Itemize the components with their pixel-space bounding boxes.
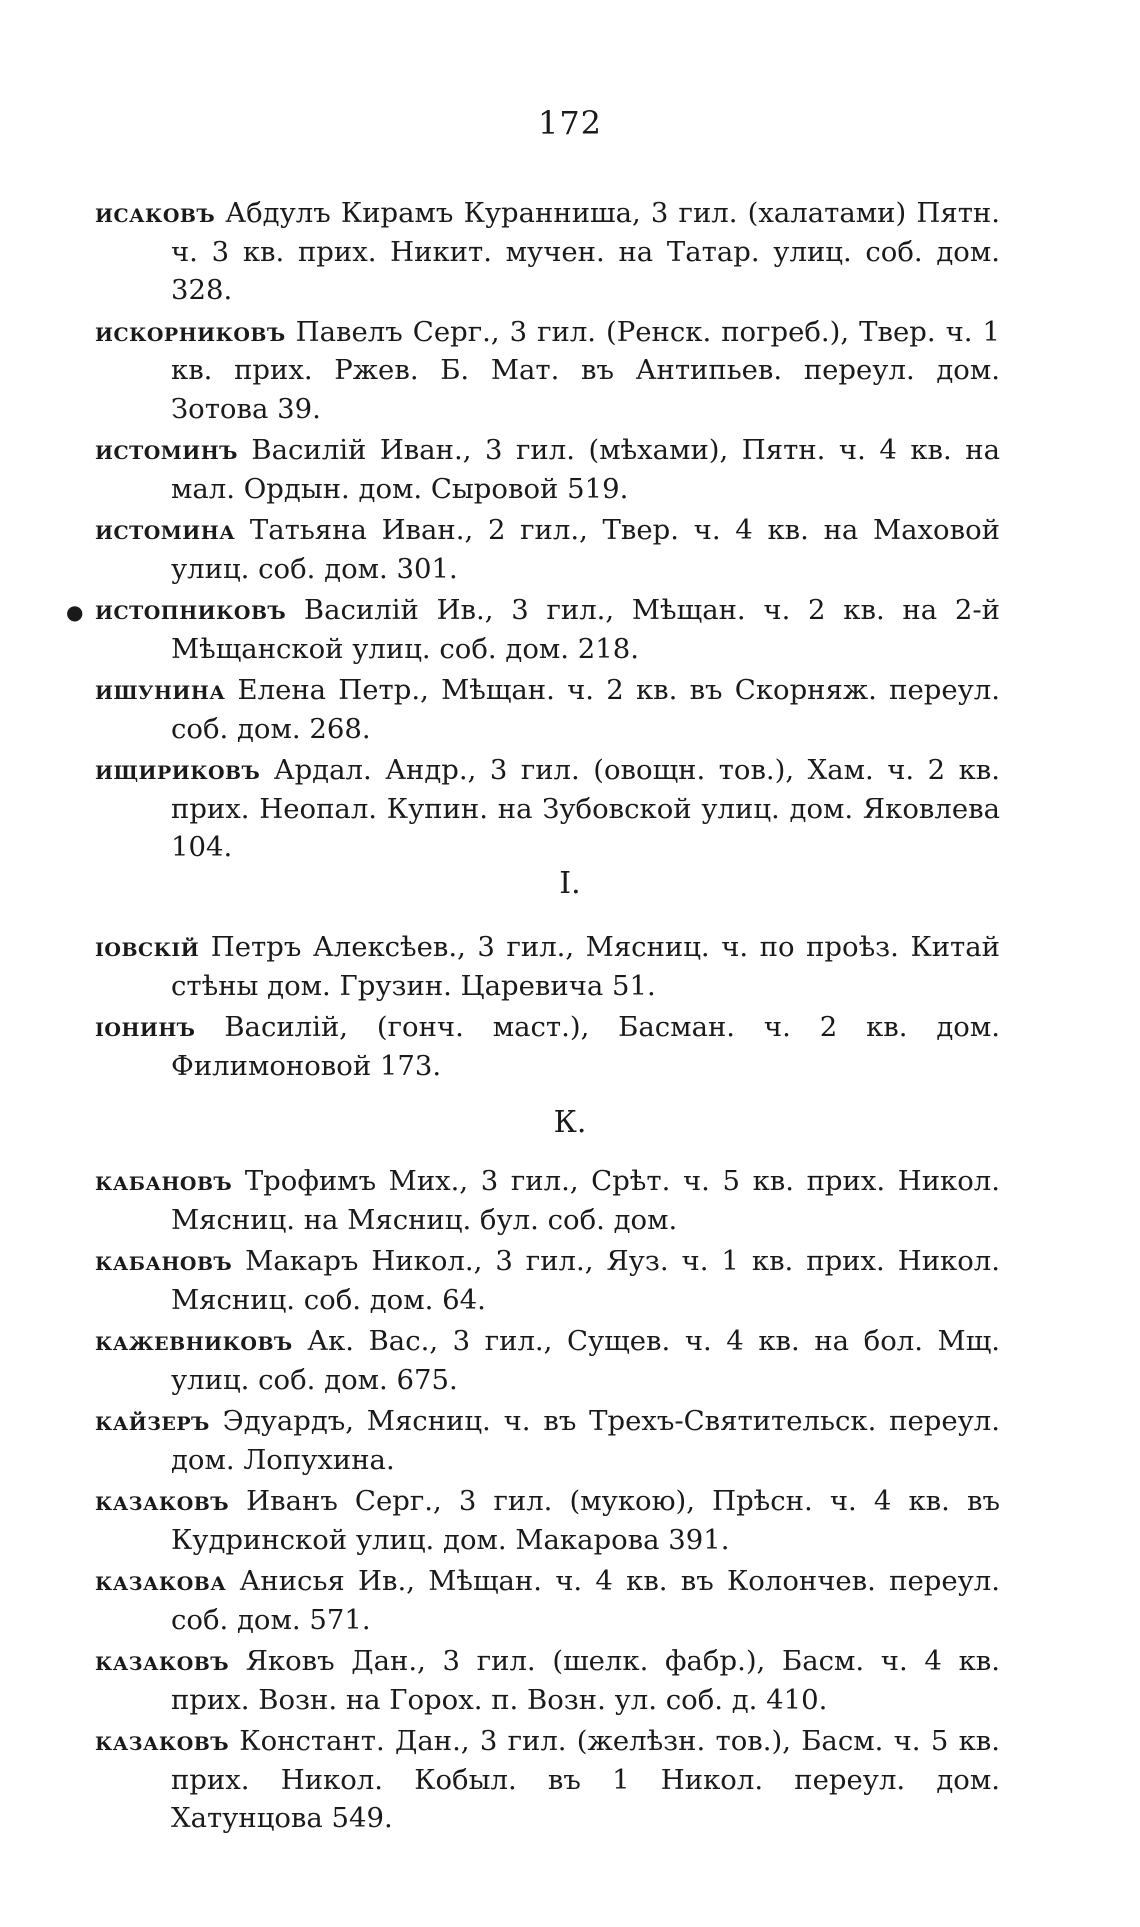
entry-details: Анисья Ив., Мѣщан. ч. 4 кв. въ Колончев. переул. соб. дом. 571. [171,1565,1000,1636]
entry-details: Эдуардъ, Мясниц. ч. въ Трехъ-Святительск. переул. дом. Лопухина. [171,1405,1000,1476]
entry-surname: истоминъ [95,434,238,466]
entry-details: Иванъ Серг., 3 гил. (мукою), Прѣсн. ч. 4 кв. въ Кудринской улиц. дом. Макарова 391. [171,1485,1000,1556]
entry-details: Василій Ив., 3 гил., Мѣщан. ч. 2 кв. на 2-й Мѣщанской улиц. соб. дом. 218. [171,594,1000,665]
directory-entry [95,1562,1000,1639]
directory-entry [95,511,1000,588]
entry-surname: іонинъ [95,1011,196,1043]
entry-surname: казаковъ [95,1725,230,1757]
entry-surname: казаковъ [95,1645,230,1677]
entry-details: Павелъ Серг., 3 гил. (Ренск. погреб.), Твер. ч. 1 кв. прих. Ржев. Б. Мат. въ Антипьев. переул. дом. Зотова 39. [171,315,1000,425]
directory-entry [95,591,1000,668]
directory-entry [95,194,1000,310]
entry-details: Яковъ Дан., 3 гил. (шелк. фабр.), Басм. ч. 4 кв. прих. Возн. на Горох. п. Возн. ул. соб. д. 410. [171,1645,1000,1716]
entry-details: Абдулъ Кирамъ Куранниша, 3 гил. (халатами) Пятн. ч. 3 кв. прих. Никит. мучен. на Татар. улиц. соб. дом. 328. [171,197,1000,306]
entry-surname: кажевниковъ [95,1325,293,1357]
entry-surname: кабановъ [95,1165,233,1197]
directory-entry [95,1642,1000,1719]
directory-entry [95,1242,1000,1319]
directory-entry [95,928,1000,1005]
directory-entry [95,1482,1000,1559]
entry-details: Ардал. Андр., 3 гил. (овощн. тов.), Хам. ч. 2 кв. прих. Неопал. Купин. на Зубовской улиц. дом. Яковлева 104. [171,754,1000,863]
entry-details: Елена Петр., Мѣщан. ч. 2 кв. въ Скорняж. переул. соб. дом. 268. [171,674,1000,745]
entry-surname: истопниковъ [95,594,287,626]
directory-entry [95,1322,1000,1399]
directory-entry [95,1722,1000,1838]
entry-details: Василій Иван., 3 гил. (мѣхами), Пятн. ч. 4 кв. на мал. Ордын. дом. Сыровой 519. [171,434,1000,505]
entry-details: Василій, (гонч. маст.), Басман. ч. 2 кв. дом. Филимоновой 173. [171,1011,1000,1082]
directory-entry [95,751,1000,867]
margin-mark: ● [66,600,84,624]
entry-surname: искорниковъ [95,315,286,348]
entry-surname: казаковъ [95,1485,230,1517]
section-i [95,928,1000,1088]
directory-entry [95,671,1000,748]
entry-details: Констант. Дан., 3 гил. (желѣзн. тов.), Басм. ч. 5 кв. прих. Никол. Кобыл. въ 1 Никол. переул. дом. Хатунцова 549. [171,1725,1000,1834]
section-a [95,194,1000,870]
entry-surname: ишунина [95,674,226,706]
section-heading-k: К. [553,1105,587,1140]
entry-surname: кабановъ [95,1245,233,1277]
entry-details: Петръ Алексѣев., 3 гил., Мясниц. ч. по проѣз. Китай стѣны дом. Грузин. Царевича 51. [171,931,1000,1002]
directory-entry [95,1008,1000,1085]
entry-details: Макаръ Никол., 3 гил., Яуз. ч. 1 кв. прих. Никол. Мясниц. соб. дом. 64. [171,1245,1000,1316]
entry-surname: кайзеръ [95,1405,210,1437]
entry-surname: исаковъ [95,197,216,229]
directory-entry [95,1402,1000,1479]
entry-surname: истомина [95,514,236,546]
directory-entry [95,431,1000,508]
entry-surname: іовскій [95,931,200,963]
entry-details: Ак. Вас., 3 гил., Сущев. ч. 4 кв. на бол. Мщ. улиц. соб. дом. 675. [171,1325,1000,1396]
entry-details: Татьяна Иван., 2 гил., Твер. ч. 4 кв. на Маховой улиц. соб. дом. 301. [171,514,1000,585]
section-k [95,1162,1000,1841]
entry-surname: ищириковъ [95,754,261,786]
directory-entry [95,1162,1000,1239]
page-number: 172 [537,104,603,142]
directory-entry [95,313,1000,429]
entry-surname: казакова [95,1565,227,1597]
section-heading-i: І. [559,866,581,901]
entry-details: Трофимъ Мих., 3 гил., Срѣт. ч. 5 кв. прих. Никол. Мясниц. на Мясниц. бул. соб. дом. [171,1165,1000,1236]
